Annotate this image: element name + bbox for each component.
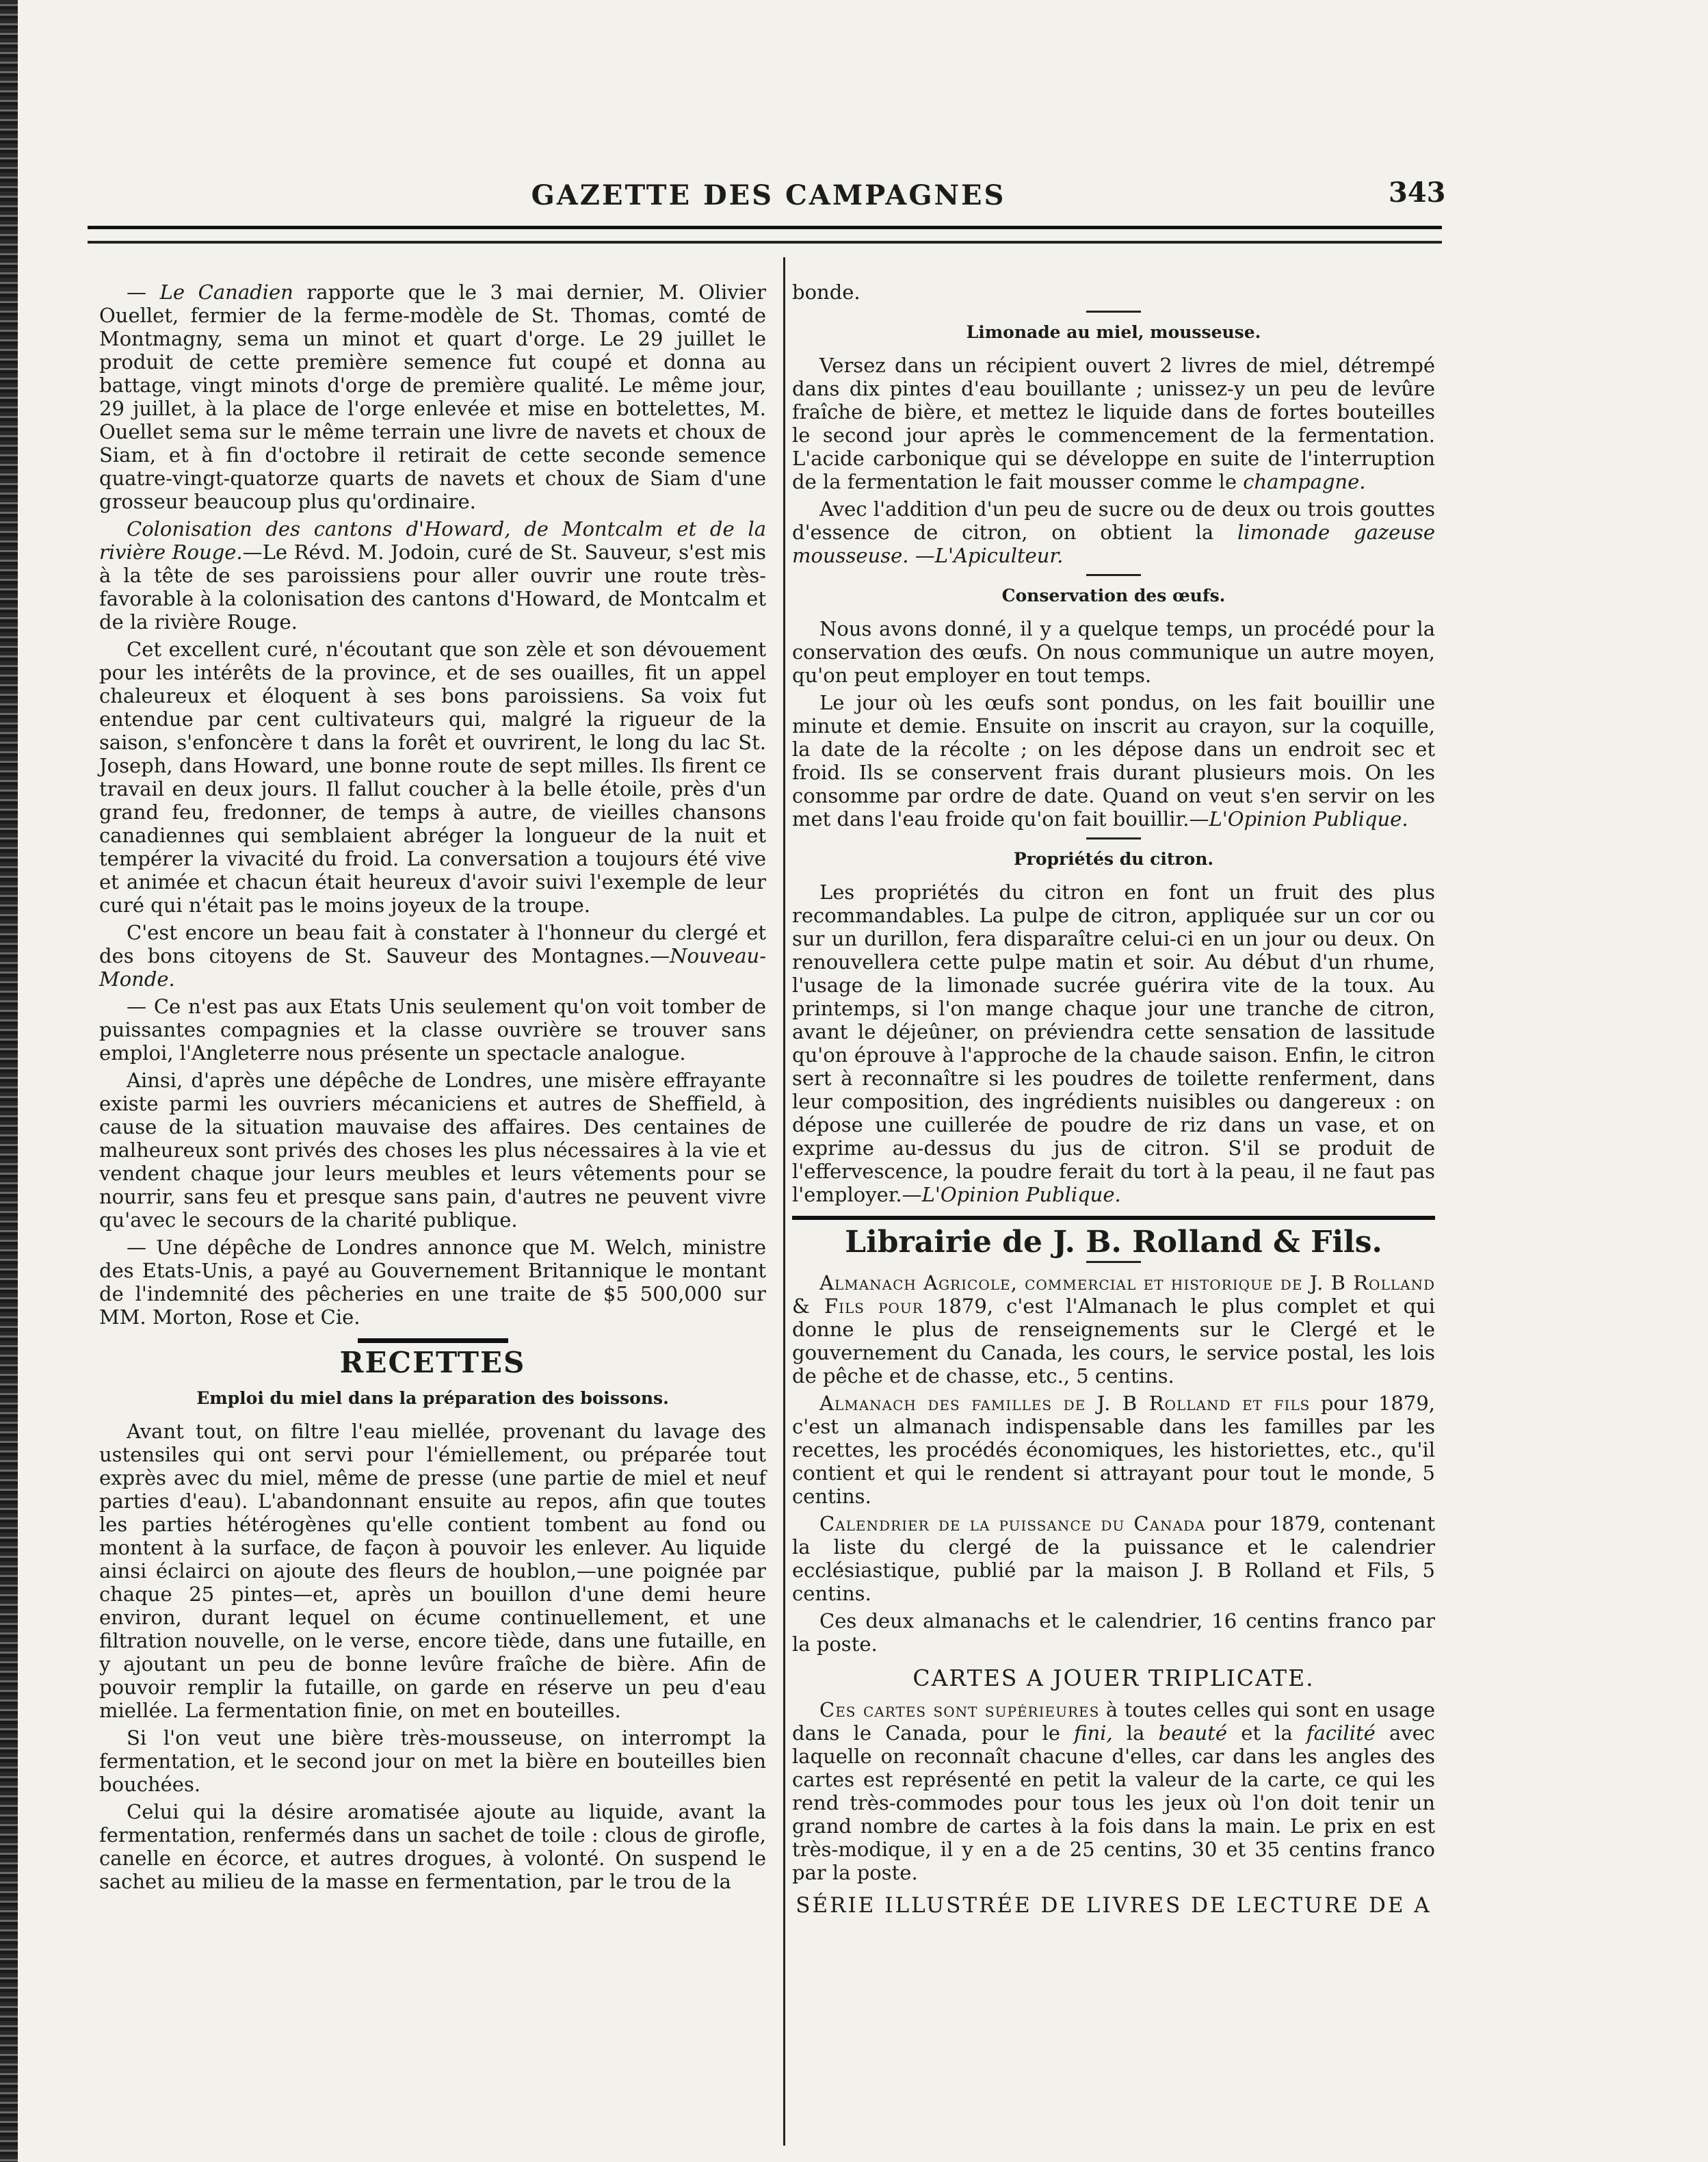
news-item-angleterre: — Ce n'est pas aux Etats Unis seulement qu'on voit tomber de puissantes compagnies et la classe ouvrière se trouver sans emploi, l'Angleterre nous présente un spectacle analogue. [99,995,766,1065]
column-divider [783,257,785,2146]
ad-paragraph [792,1512,1435,1605]
recipe-paragraph: Avant tout, on filtre l'eau miellée, provenant du lavage des ustensiles qui ont servi pour l'émiellement, ou préparée tout exprès avec du miel, même de presse (une partie de miel et neuf parties d'eau). L'abandonnant ensuite au repos, afin que toutes les parties hétérogènes qu'elle contient tombent au fond ou montent à la surface, de façon à pouvoir les enlever. Au liquide ainsi éclairci on ajoute des fleurs de houblon,—une poignée par chaque 25 pintes—et, après un bouillon d'une demi heure environ, durant lequel on écume continuellement, et une filtration nouvelle, on le verse, encore tiède, dans une futaille, en y ajoutant un peu de bonne levûre fraîche de bière. Afin de pouvoir remplir la futaille, on garde en réserve un peu d'eau miellée. La fermentation finie, on met en bouteilles. [99,1420,766,1722]
recipe-text: Les propriétés du citron en font un fruit des plus recommandables. La pulpe de citron, appliquée sur un cor ou sur un durillon, fera disparaître celui-ci en un jour ou deux. On renouvellera cette pulpe matin et soir. Au début d'un rhume, l'usage de la limonade sucrée guérira vite de la toux. Au printemps, si l'on mange chaque jour une tranche de citron, avant le déjeûner, on préviendra cette sensation de lassitude qu'on éprouve à l'approche de la chaude saison. Enfin, le citron sert à reconnaître si les poudres de toilette renferment, dans leur composition, des ingrédients nuisibles ou dangereux : on dépose une cuillerée de poudre de riz dans un vase, et on exprime au-dessus du jus de citron. S'il se produit de l'effervescence, la poudre ferait du tort à la peau, il ne faut pas l'employer. [792,881,1435,1206]
page-number: 343 [1389,177,1446,209]
header-rule [88,226,1442,229]
separator-rule [1086,837,1141,839]
source-name: Le Canadien [159,281,293,304]
ad-text: la [1126,1721,1145,1745]
running-head [89,179,1448,211]
emphasis: fini, [1074,1721,1113,1745]
recipe-text: Le jour où les œufs sont pondus, on les fait bouillir une minute et demie. Ensuite on inscrit au crayon, sur la coquille, la date de la récolte ; on les dépose dans un endroit sec et froid. Ils se conservent frais durant plusieurs mois. On les consomme par ordre de date. Quand on veut s'en servir on les met dans l'eau froide qu'on fait bouillir. [792,691,1435,831]
separator-rule [1086,574,1141,576]
emphasis: facilité [1306,1721,1376,1745]
news-item-welch: — Une dépêche de Londres annonce que M. Welch, ministre des Etats-Unis, a payé au Gouvernement Britannique le montant de l'indemnité des pêcheries en une traite de $5 500,000 sur MM. Morton, Rose et Cie. [99,1236,766,1329]
recipe-paragraph: Nous avons donné, il y a quelque temps, un procédé pour la conservation des œufs. On nous communique un autre moyen, qu'on peut employer en tout temps. [792,617,1435,687]
news-text: C'est encore un beau fait à constater à l'honneur du clergé et des bons citoyens de St. Sauveur des Montagnes. [99,921,766,967]
recipe-paragraph [792,881,1435,1206]
publication-title: GAZETTE DES CAMPAGNES [531,179,1006,211]
article-title: Colonisation des cantons d'Howard, de Montcalm et de la rivière Rouge. [99,517,766,564]
news-paragraph [99,921,766,991]
ad-lead: Almanach Agricole, commercial et historique de J. B Rolland & Fils pour [792,1271,1435,1318]
left-column [99,281,766,1897]
ad-paragraph [792,1271,1435,1388]
news-text: —Le Révd. M. Jodoin, curé de St. Sauveur, s'est mis à la tête de ses paroissiens pour aller ouvrir une route très-favorable à la colonisation des cantons d'Howard, de Montcalm et de la rivière Rouge. [99,540,766,634]
ad-text: pour 1879, contenant la liste du clergé de la puissance et le calendrier ecclésiastique, publié par la maison J. B Rolland et Fils, 5 centins. [792,1512,1435,1605]
ad-text: à toutes celles qui sont en usage dans le Canada, pour le [792,1698,1436,1745]
section-rule [792,1216,1435,1220]
binding-edge [0,0,18,2162]
source-name: —L'Apiculteur. [915,544,1064,567]
recipe-paragraph [792,691,1435,831]
emphasis: beauté [1158,1721,1228,1745]
ad-lead: Ces cartes sont supérieures [819,1698,1100,1721]
news-paragraph: Ainsi, d'après une dépêche de Londres, une misère effrayante existe parmi les ouvriers mécaniciens et autres de Sheffield, à cause de la situation mauvaise des affaires. Des centaines de malheureux sont privés des choses les plus nécessaires à la vie et vendent chaque jour leurs meubles et leurs vêtements pour se nourrir, sans feu et presque sans pain, d'autres ne peuvent vivre qu'avec le secours de la charité publique. [99,1069,766,1232]
advertisement-subtitle: CARTES A JOUER TRIPLICATE. [912,1665,1315,1691]
separator-rule [1086,1261,1141,1263]
right-column [792,281,1435,1917]
news-text: rapporte que le 3 mai dernier, M. Olivier Ouellet, fermier de la ferme-modèle de St. Thomas, comté de Montmagny, sema un minot et quart d'orge. Le 29 juillet le produit de cette première semence fut coupé et donna au battage, vingt minots d'orge de première qualité. Le même jour, 29 juillet, à la place de l'orge enlevée et mise en bottelettes, M. Ouellet sema sur le même terrain une livre de navets et choux de Siam, et à fin d'octobre il retirait de cette seconde semence quatre-vingt-quatorze quarts de navets et choux de Siam d'une grosseur beaucoup plus qu'ordinaire. [99,281,767,513]
news-item-colonisation [99,517,766,634]
recipe-title: Propriétés du citron. [1013,849,1214,869]
separator-rule [1086,311,1141,313]
advertisement-subtitle: SÉRIE ILLUSTRÉE DE LIVRES DE LECTURE DE A [796,1893,1432,1918]
ad-text: avec laquelle on reconnaît chacune d'elles, car dans les angles des cartes est représenté en petit la valeur de la carte, ce qui les rend très-commodes pour tous les jeux où l'on doit tenir un grand nombre de cartes à la fois dans la main. Le prix en est très-modique, il y en a de 25 centins, 30 et 35 centins franco par la poste. [792,1721,1436,1884]
ad-text: 1879, c'est l'Almanach le plus complet et qui donne le plus de renseignements sur le Clergé et le gouvernement du Canada, les cours, le service postal, les lois de pêche et de chasse, etc., 5 centins. [792,1294,1436,1388]
continued-text: bonde. [792,281,860,304]
recipe-text: Avec l'addition d'un peu de sucre ou de deux ou trois gouttes d'essence de citron, on obtient la [792,497,1435,544]
ad-paragraph [792,1392,1435,1508]
recipe-paragraph: Celui qui la désire aromatisée ajoute au liquide, avant la fermentation, renfermés dans un sachet de toile : clous de girofle, canelle en écorce, et autres drogues, à volonté. On suspend le sachet au milieu de la masse en fermentation, par le trou de la [99,1800,766,1893]
source-name: —L'Opinion Publique. [1189,807,1408,831]
ad-paragraph: Ces deux almanachs et le calendrier, 16 centins franco par la poste. [792,1609,1435,1656]
recipe-title: Conservation des œufs. [1001,586,1226,605]
ad-lead: Calendrier de la puissance du Canada [819,1512,1206,1535]
section-rule [358,1338,508,1343]
ad-lead: Almanach des familles de J. B Rolland et fils [819,1392,1311,1415]
ad-text: pour 1879, c'est un almanach indispensable dans les familles par les recettes, les procédés économiques, les historiettes, etc., qu'il contient et qui le rendent si attrayant pour tout le monde, 5 centins. [792,1392,1435,1508]
recipe-paragraph: Si l'on veut une bière très-mousseuse, on interrompt la fermentation, et le second jour on met la bière en bouteilles bien bouchées. [99,1726,766,1796]
recipe-title: Emploi du miel dans la préparation des boissons. [196,1388,669,1408]
advertisement-title: Librairie de J. B. Rolland & Fils. [845,1225,1382,1260]
section-title-recettes: RECETTES [339,1346,526,1379]
emphasis: champagne. [1243,470,1366,493]
recipe-text: Versez dans un récipient ouvert 2 livres de miel, détrempé dans dix pintes d'eau bouillante ; unissez-y un peu de levûre fraîche de bière, et mettez le liquide dans de fortes bouteilles le second jour après le commencement de la fermentation. L'acide carbonique qui se développe en suite de l'interruption de la fermentation le fait mousser comme le [792,354,1435,493]
ad-text: et la [1241,1721,1293,1745]
ad-paragraph [792,1698,1435,1884]
recipe-title: Limonade au miel, mousseuse. [966,322,1261,342]
recipe-paragraph [792,497,1435,567]
header-rule-double [88,241,1442,244]
news-paragraph: Cet excellent curé, n'écoutant que son zèle et son dévouement pour les intérêts de la province, et de ses ouailles, fit un appel chaleureux et éloquent à ses bons paroissiens. Sa voix fut entendue par cent cultivateurs qui, malgré la rigueur de la saison, s'enfoncère t dans la forêt et ouvrirent, le long du lac St. Joseph, dans Howard, une bonne route de sept milles. Ils firent ce travail en deux jours. Il fallut coucher à la belle étoile, près d'un grand feu, fredonner, de temps à autre, de vieilles chansons canadiennes qui semblaient abréger la longueur de la nuit et tempérer la vivacité du froid. La conversation a toujours été vive et animée et chacun était heureux d'avoir suivi l'exemple de leur curé qui n'était pas le moins joyeux de la troupe. [99,638,766,917]
recipe-paragraph [792,354,1435,493]
source-name: —L'Opinion Publique. [902,1183,1121,1206]
source-name: —Nouveau-Monde. [99,944,766,991]
emphasis: limonade gazeuse mousseuse. [792,521,1436,567]
news-item-canadien: — Le Canadien rapporte que le 3 mai dernier, M. Olivier Ouellet, fermier de la ferme-modèle de St. Thomas, comté de Montmagny, sema un minot et quart d'orge. Le 29 juillet le produit de cette première semence fut coupé et donna au battage, vingt minots d'orge de première qualité. Le même jour, 29 juillet, à la place de l'orge enlevée et mise en bottelettes, M. Ouellet sema sur le même terrain une livre de navets et choux de Siam, et à fin d'octobre il retirait de cette seconde semence quatre-vingt-quatorze quarts de navets et choux de Siam d'une grosseur beaucoup plus qu'ordinaire. [99,281,767,513]
